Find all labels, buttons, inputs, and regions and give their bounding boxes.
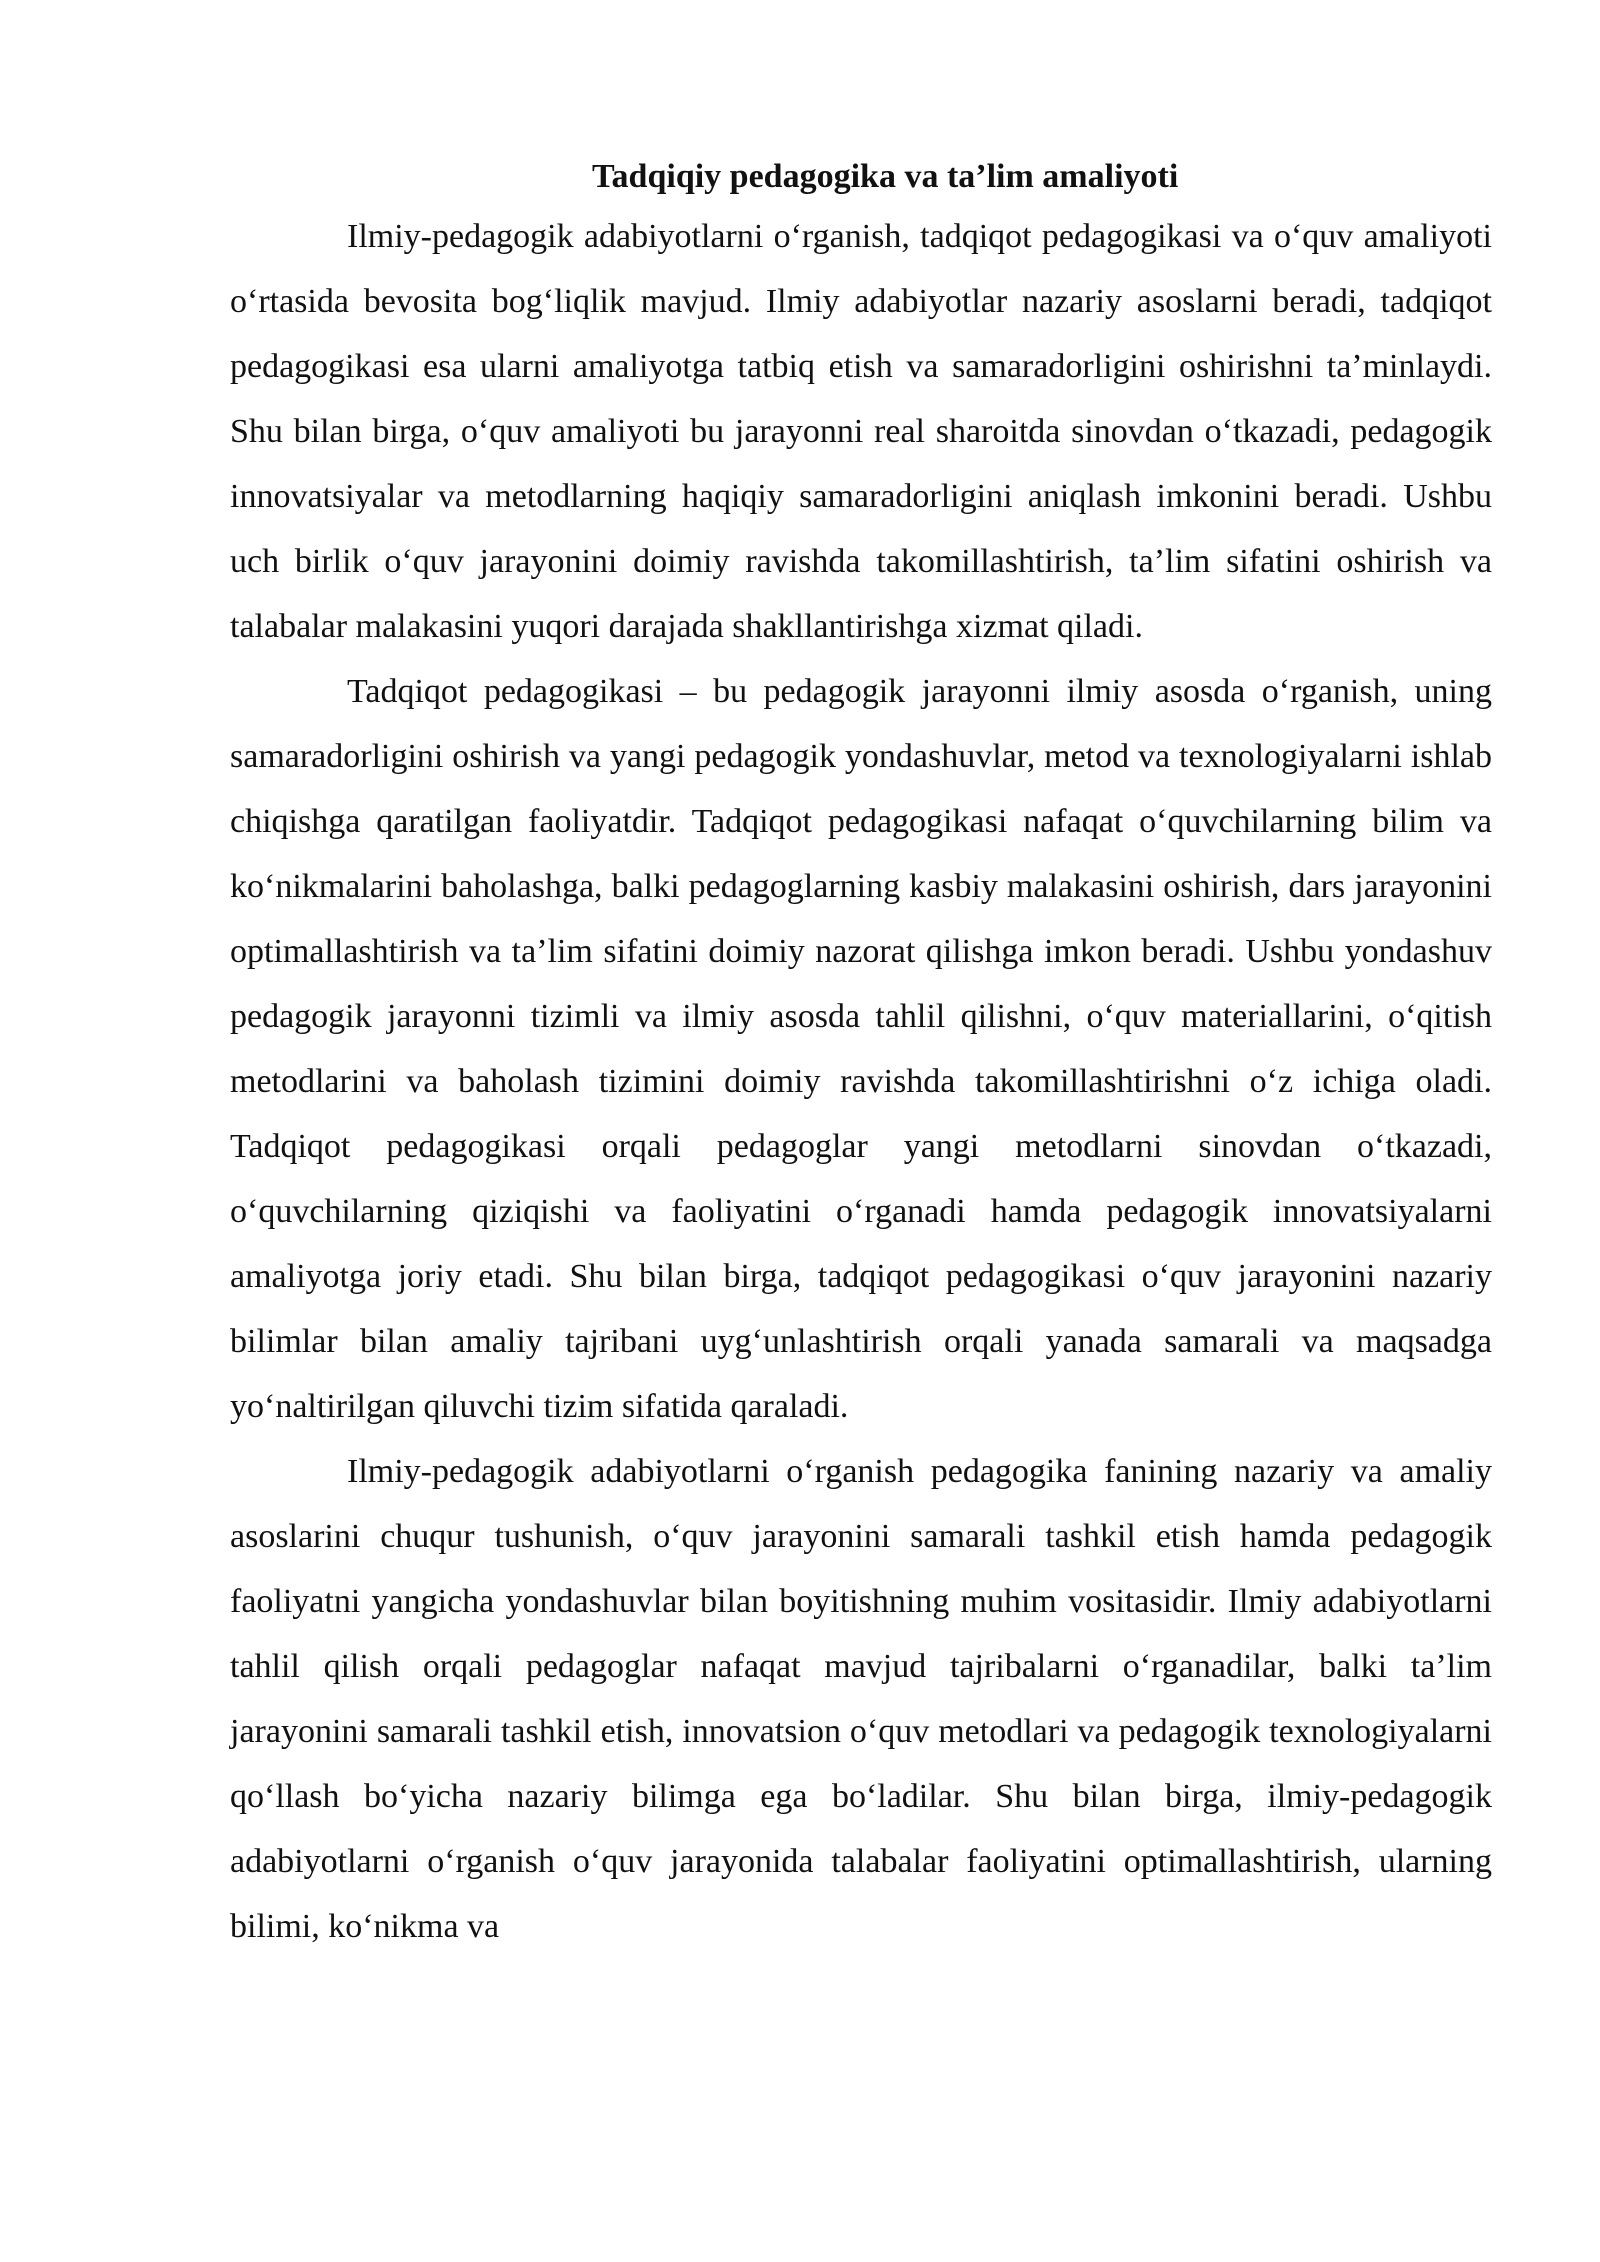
paragraph-1: Ilmiy-pedagogik adabiyotlarni o‘rganish, tadqiqot pedagogikasi va o‘quv amaliyoti o‘rtasida bevosita bog‘liqlik mavjud. Ilmiy adabiyotlar nazariy asoslarni beradi, tadqiqot pedagogikasi esa ularni amaliyotga tatbiq etish va samaradorligini oshirishni ta’minlaydi. Shu bilan birga, o‘quv amaliyoti bu jarayonni real sharoitda sinovdan o‘tkazadi, pedagogik innovatsiyalar va metodlarning haqiqiy samaradorligini aniqlash imkonini beradi. Ushbu uch birlik o‘quv jarayonini doimiy ravishda takomillashtirish, ta’lim sifatini oshirish va talabalar malakasini yuqori darajada shakllantirishga xizmat qiladi. <box>230 218 1492 645</box>
paragraph-3: Ilmiy-pedagogik adabiyotlarni o‘rganish pedagogika fanining nazariy va amaliy asoslarini chuqur tushunish, o‘quv jarayonini samarali tashkil etish hamda pedagogik faoliyatni yangicha yondashuvlar bilan boyitishning muhim vositasidir. Ilmiy adabiyotlarni tahlil qilish orqali pedagoglar nafaqat mavjud tajribalarni o‘rganadilar, balki ta’lim jarayonini samarali tashkil etish, innovatsion o‘quv metodlari va pedagogik texnologiyalarni qo‘llash bo‘yicha nazariy bilimga ega bo‘ladilar. Shu bilan birga, ilmiy-pedagogik adabiyotlarni o‘rganish o‘quv jarayonida talabalar faoliyatini optimallashtirish, ularning bilimi, ko‘nikma va <box>230 1453 1492 1945</box>
document-page <box>230 150 1492 1959</box>
document-title: Tadqiqiy pedagogika va ta’lim amaliyoti <box>592 158 1179 195</box>
paragraph-2: Tadqiqot pedagogikasi – bu pedagogik jarayonni ilmiy asosda o‘rganish, uning samaradorligini oshirish va yangi pedagogik yondashuvlar, metod va texnologiyalarni ishlab chiqishga qaratilgan faoliyatdir. Tadqiqot pedagogikasi nafaqat o‘quvchilarning bilim va ko‘nikmalarini baholashga, balki pedagoglarning kasbiy malakasini oshirish, dars jarayonini optimallashtirish va ta’lim sifatini doimiy nazorat qilishga imkon beradi. Ushbu yondashuv pedagogik jarayonni tizimli va ilmiy asosda tahlil qilishni, o‘quv materiallarini, o‘qitish metodlarini va baholash tizimini doimiy ravishda takomillashtirishni o‘z ichiga oladi. Tadqiqot pedagogikasi orqali pedagoglar yangi metodlarni sinovdan o‘tkazadi, o‘quvchilarning qiziqishi va faoliyatini o‘rganadi hamda pedagogik innovatsiyalarni amaliyotga joriy etadi. Shu bilan birga, tadqiqot pedagogikasi o‘quv jarayonini nazariy bilimlar bilan amaliy tajribani uyg‘unlashtirish orqali yanada samarali va maqsadga yo‘naltirilgan qiluvchi tizim sifatida qaraladi. <box>230 673 1492 1425</box>
